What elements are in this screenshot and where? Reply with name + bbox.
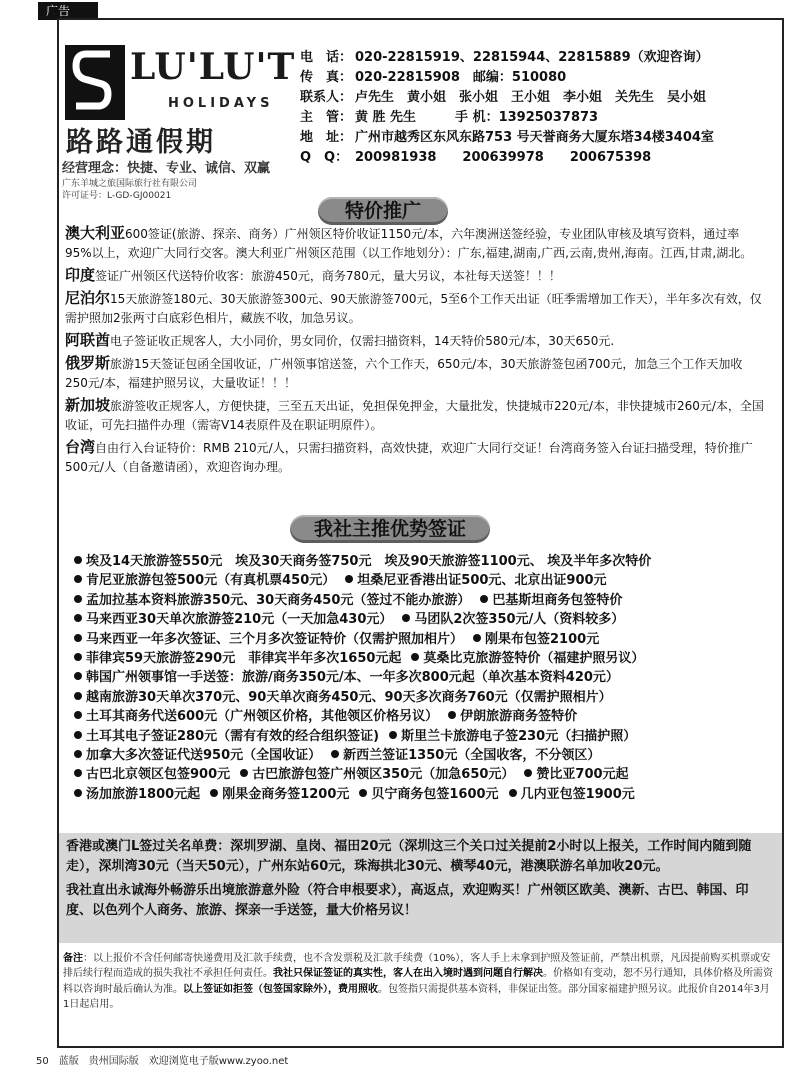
bullet-icon xyxy=(74,614,82,622)
bullet-icon xyxy=(74,556,82,564)
hk-macau-fees: 香港或澳门L签过关名单费：深圳罗湖、皇岗、福田20元（深圳这三个关口过关提前2小时以上报关，工作时间内随到随走），深圳湾30元（当天50元），广州东站60元，珠海拱北30元、横琴40元，港澳联游名单加收20元。 xyxy=(66,839,752,874)
offer-uae: 阿联酋电子签证收正规客人，大小同价，男女同价，仅需扫描资料，14天特价580元/本，30天650元. xyxy=(65,331,615,349)
visa-item: 几内亚包签1900元 xyxy=(520,786,635,802)
bullet-line xyxy=(72,610,772,629)
bullet-line xyxy=(72,591,772,610)
visa-item: 菲律宾59天旅游签290元 菲律宾半年多次1650元起 xyxy=(86,651,402,667)
grey-info-text xyxy=(66,837,772,920)
bullet-icon xyxy=(74,575,82,583)
logo-brand: LU'LU'T xyxy=(130,46,296,88)
bullet-icon xyxy=(240,769,248,777)
banner-special-promotion: 特价推广 xyxy=(318,197,448,225)
visa-item: 坦桑尼亚香港出证500元、北京出证900元 xyxy=(357,573,607,589)
visa-item: 新西兰签证1350元（全国收客，不分领区） xyxy=(343,748,601,764)
contact-row: 电 话： 020-22815919、22815944、22815889（欢迎咨询） xyxy=(300,50,709,65)
remarks: 备注：以上报价不含任何邮寄快递费用及汇款手续费，也不含发票税及汇款手续费（10%），客人手上未拿到护照及签证前，严禁出机票，凡因提前购买机票或安排后续行程而造成的损失我社不承担任何责任。我社只保证签证的真实性，客人在出入境时遇到问题自行解决。价格如有变动，恕不另行通知，具体价格及所需资料以咨询时最后确认为准。以上签证如拒签（包签国家除外），费用照收。包签指只需提供基本资料，非保证出签。部分国家福建护照另议。此报价自2014年3月1日起启用。 xyxy=(63,953,773,1010)
bullet-icon xyxy=(402,614,410,622)
contact-block xyxy=(300,48,714,168)
visa-item: 斯里兰卡旅游电子签230元（扫描护照） xyxy=(401,728,637,744)
visa-item: 刚果布包签2100元 xyxy=(485,631,600,647)
visa-item: 越南旅游30天单次370元、90天单次商务450元、90天多次商务760元（仅需护照相片） xyxy=(86,689,612,705)
special-offers xyxy=(65,224,765,480)
visa-item: 加拿大多次签证代送950元（全国收证） xyxy=(86,748,322,764)
offer-nepal: 尼泊尔15天旅游签180元、30天旅游签300元、90天旅游签700元，5至6个工作天出证（旺季需增加工作天），半年多次有效，仅需护照加2张两寸白底彩色相片，藏族不收，加急另议。 xyxy=(65,289,762,325)
page-footer: 50 蓝版 贵州国际版 欢迎浏览电子版www.zyoo.net xyxy=(36,1056,289,1067)
bullet-icon xyxy=(74,672,82,680)
visa-item: 赞比亚700元起 xyxy=(536,767,629,783)
bullet-icon xyxy=(411,653,419,661)
bullet-line xyxy=(72,707,772,726)
banner-featured-visas: 我社主推优势签证 xyxy=(290,515,490,543)
bullet-icon xyxy=(74,750,82,758)
bullet-icon xyxy=(345,575,353,583)
bullet-icon xyxy=(74,711,82,719)
visa-item: 马来西亚30天单次旅游签210元（一天加急430元） xyxy=(86,612,393,628)
bullet-line xyxy=(72,785,772,804)
visa-item: 埃及14天旅游签550元 埃及30天商务签750元 埃及90天旅游签1100元、 埃及半年多次特价 xyxy=(86,554,652,569)
offer-singapore: 新加坡旅游签收正规客人，方便快捷，三至五天出证，免担保免押金，大量批发，快捷城市220元/本，非快捷城市260元/本，全国收证，可先扫描件办理（需寄V14表原件及在职证明原件）。 xyxy=(65,396,764,432)
bullet-icon xyxy=(480,595,488,603)
visa-item: 伊朗旅游商务签特价 xyxy=(460,709,578,725)
visa-item: 汤加旅游1800元起 xyxy=(86,786,201,802)
bullet-line xyxy=(72,552,772,571)
bullet-icon xyxy=(74,634,82,642)
remarks-label: 备注 xyxy=(63,953,83,964)
bullet-line xyxy=(72,668,772,687)
business-motto: 经营理念：快捷、专业、诚信、双赢 xyxy=(62,161,271,176)
visa-item: 马来西亚一年多次签证、三个月多次签证特价（仅需护照加相片） xyxy=(86,631,464,647)
bullet-icon xyxy=(74,789,82,797)
visa-item: 土耳其电子签证280元（需有有效的经合组织签证) xyxy=(86,728,380,744)
visa-item: 肯尼亚旅游包签500元（有真机票450元） xyxy=(86,573,336,589)
visa-item: 刚果金商务签1200元 xyxy=(222,786,350,802)
bullet-icon xyxy=(74,653,82,661)
bullet-line xyxy=(72,571,772,590)
visa-item: 古巴北京领区包签900元 xyxy=(86,767,231,783)
bullet-icon xyxy=(509,789,517,797)
visa-item: 巴基斯坦商务包签特价 xyxy=(492,592,623,608)
bullet-line xyxy=(72,727,772,746)
bullet-icon xyxy=(74,769,82,777)
contact-row: 联系人： 卢先生 黄小姐 张小姐 王小姐 李小姐 关先生 吴小姐 xyxy=(300,90,707,105)
bullet-icon xyxy=(359,789,367,797)
bullet-icon xyxy=(331,750,339,758)
visa-item: 孟加拉基本资料旅游350元、30天商务450元（签过不能办旅游） xyxy=(86,592,471,608)
company-name: 广东羊城之旅国际旅行社有限公司 xyxy=(62,179,198,189)
visa-item: 莫桑比克旅游签特价（福建护照另议） xyxy=(423,651,645,667)
bullet-icon xyxy=(74,595,82,603)
insurance-promo: 我社直出永诚海外畅游乐出境旅游意外险（符合申根要求），高返点，欢迎购买！广州领区欧美、澳新、古巴、韩国、印度、以色列个人商务、旅游、探亲一手送签，量大价格另议！ xyxy=(66,883,749,918)
visa-item: 土耳其商务代送600元（广州领区价格，其他领区价格另议） xyxy=(86,709,439,725)
company-info xyxy=(62,178,197,202)
bullet-line xyxy=(72,649,772,668)
bullet-icon xyxy=(448,711,456,719)
bullet-line xyxy=(72,630,772,649)
bullet-icon xyxy=(210,789,218,797)
visa-item: 贝宁商务包签1600元 xyxy=(371,786,499,802)
contact-row: Q Q： 200981938 200639978 200675398 xyxy=(300,150,652,165)
visa-item: 马团队2次签350元/人（资料较多） xyxy=(414,612,625,628)
offer-russia: 俄罗斯旅游15天签证包函全国收证，广州领事馆送签，六个工作天，650元/本，30天旅游签包函700元，加急三个工作天加收250元/本，福建护照另议，大量收证！！！ xyxy=(65,354,743,390)
bullet-line xyxy=(72,688,772,707)
bullet-icon xyxy=(74,731,82,739)
logo-chinese-name: 路路通假期 xyxy=(66,127,216,158)
bullet-icon xyxy=(524,769,532,777)
bullet-icon xyxy=(389,731,397,739)
visa-item: 韩国广州领事馆一手送签：旅游/商务350元/本、一年多次800元起（单次基本资料420元） xyxy=(86,670,619,686)
ad-tag: 广告 xyxy=(38,2,98,20)
bullet-icon xyxy=(74,692,82,700)
visa-item: 古巴旅游包签广州领区350元（加急650元） xyxy=(252,767,515,783)
offer-australia: 澳大利亚600签证(旅游、探亲、商务）广州领区特价收证1150元/本，六年澳洲送签经验，专业团队审核及填写资料，通过率95%以上，欢迎广大同行交客。澳大利亚广州领区范围（以工作地划分）：广东,福建,湖南,广西,云南,贵州,海南。江西,甘肃,湖北。 xyxy=(65,224,753,260)
bullet-line xyxy=(72,746,772,765)
bullet-line xyxy=(72,765,772,784)
bullet-icon xyxy=(473,634,481,642)
offer-taiwan: 台湾自由行入台证特价：RMB 210元/人，只需扫描资料，高效快捷，欢迎广大同行交证！台湾商务签入台证扫描受理，特价推广500元/人（自备邀请函），欢迎咨询办理。 xyxy=(65,438,753,474)
logo-holidays: HOLIDAYS xyxy=(168,96,274,111)
contact-row: 地 址： 广州市越秀区东风东路753 号天誉商务大厦东塔34楼3404室 xyxy=(300,130,714,145)
logo-s-icon xyxy=(72,50,118,115)
visa-bullet-list xyxy=(72,552,772,804)
contact-row: 传 真： 020-22815908 邮编：510080 xyxy=(300,70,567,85)
offer-india: 印度签证广州领区代送特价收客：旅游450元，商务780元，量大另议，本社每天送签！！！ xyxy=(65,266,561,284)
license-number: 许可证号：L-GD-GJ00021 xyxy=(62,191,172,201)
contact-row: 主 管： 黄 胜 先生 手 机：13925037873 xyxy=(300,110,599,125)
